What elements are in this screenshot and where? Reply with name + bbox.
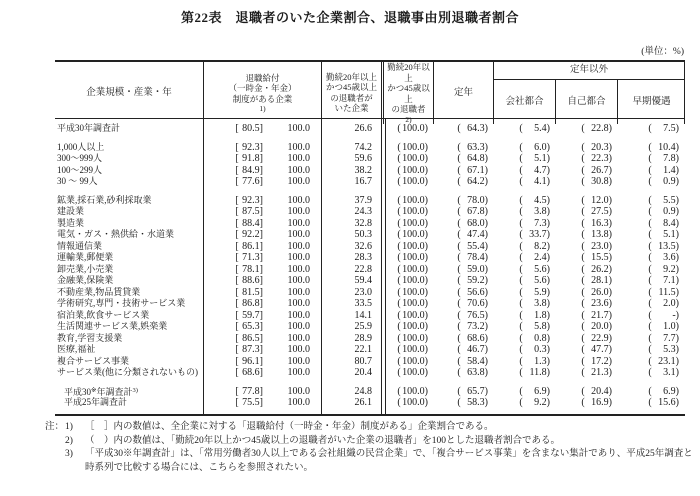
cell-teinen: ( 70.6 ) — [457, 298, 488, 310]
table-row — [55, 287, 685, 299]
row-label: 平成30※年調査計$^{3)}$ — [64, 386, 138, 397]
table-row — [55, 367, 685, 379]
cell-benefit-bracket: [ 81.5 ] — [235, 286, 263, 298]
cell-company-convenience: ( 0.8 ) — [519, 332, 550, 344]
cell-personal-reasons: ( 22.3 ) — [581, 153, 612, 165]
cell-early-retirement: ( 6.9 ) — [648, 385, 679, 397]
cell-teinen: ( 63.3 ) — [457, 141, 488, 153]
cell-company-convenience: ( 9.2 ) — [519, 397, 550, 409]
cell-teinen: ( 65.7 ) — [457, 385, 488, 397]
header-retirement-benefit-system: 退職給付 （一時金・年金） 制度がある企業 1) — [204, 62, 322, 124]
cell-early-retirement: ( 3.1 ) — [648, 367, 679, 379]
cell-early-retirement: ( 3.6 ) — [648, 252, 679, 264]
cell-teinen: ( 68.0 ) — [457, 217, 488, 229]
cell-personal-reasons: ( 15.5 ) — [581, 252, 612, 264]
cell-benefit-base: 100.0 — [287, 286, 310, 298]
header-group-other-than-mandatory — [494, 62, 685, 124]
table-row — [55, 310, 685, 322]
cell-benefit-bracket: [ 86.8 ] — [235, 298, 263, 310]
row-label: 運輸業,郵便業 — [57, 252, 114, 262]
cell-early-retirement: ( 7.7 ) — [648, 332, 679, 344]
cell-benefit-base: 100.0 — [287, 309, 310, 321]
cell-company-convenience: ( 1.3 ) — [519, 355, 550, 367]
cell-teinen: ( 67.8 ) — [457, 206, 488, 218]
cell-personal-reasons: ( 22.8 ) — [581, 123, 612, 135]
unit-label: (単位：%) — [641, 47, 684, 57]
table-row — [55, 321, 685, 333]
row-label: 電気・ガス・熱供給・水道業 — [57, 229, 175, 239]
cell-personal-reasons: ( 30.8 ) — [581, 176, 612, 188]
row-label: 卸売業,小売業 — [57, 263, 114, 274]
table-row — [55, 344, 685, 356]
cell-personal-reasons: ( 47.7 ) — [581, 344, 612, 356]
table-row — [55, 142, 685, 154]
cell-had-retirees: 24.3 — [354, 206, 372, 218]
cell-benefit-bracket: [ 75.5 ] — [235, 397, 263, 409]
cell-company-convenience: ( 3.8 ) — [519, 206, 550, 218]
cell-teinen: ( 55.4 ) — [457, 240, 488, 252]
cell-retirees-base: ( 100.0 ) — [397, 367, 428, 379]
cell-had-retirees: 26.1 — [354, 397, 372, 409]
cell-benefit-base: 100.0 — [287, 298, 310, 310]
cell-retirees-base: ( 100.0 ) — [397, 176, 428, 188]
cell-had-retirees: 74.2 — [354, 141, 372, 153]
row-label: 不動産業,物品賃貸業 — [57, 286, 141, 297]
cell-benefit-bracket: [ 68.6 ] — [235, 367, 263, 379]
cell-retirees-base: ( 100.0 ) — [397, 217, 428, 229]
cell-benefit-base: 100.0 — [287, 229, 310, 241]
cell-early-retirement: ( 23.1 ) — [648, 355, 679, 367]
cell-benefit-bracket: [ 71.3 ] — [235, 252, 263, 264]
cell-retirees-base: ( 100.0 ) — [397, 275, 428, 287]
cell-retirees-base: ( 100.0 ) — [397, 309, 428, 321]
cell-retirees-base: ( 100.0 ) — [397, 164, 428, 176]
cell-benefit-base: 100.0 — [287, 367, 310, 379]
cell-benefit-bracket: [ 77.8 ] — [235, 385, 263, 397]
cell-had-retirees: 23.0 — [354, 286, 372, 298]
table-row — [55, 165, 685, 177]
cell-retirees-base: ( 100.0 ) — [397, 194, 428, 206]
cell-company-convenience: ( 7.3 ) — [519, 217, 550, 229]
cell-early-retirement: ( 15.6 ) — [648, 397, 679, 409]
row-label: 教育,学習支援業 — [57, 332, 123, 343]
cell-early-retirement: ( 13.5 ) — [648, 240, 679, 252]
header-company-size-industry-year: 企業規模・産業・年 — [55, 62, 204, 124]
cell-company-convenience: ( 2.4 ) — [519, 252, 550, 264]
row-label: 1,000人以上 — [57, 141, 105, 152]
cell-teinen: ( 63.8 ) — [457, 367, 488, 379]
cell-retirees-base: ( 100.0 ) — [397, 240, 428, 252]
cell-benefit-bracket: [ 96.1 ] — [235, 355, 263, 367]
cell-personal-reasons: ( 20.0 ) — [581, 321, 612, 333]
cell-had-retirees: 33.5 — [354, 298, 372, 310]
cell-benefit-bracket: [ 92.3 ] — [235, 194, 263, 206]
header-companies-with-retirees: 勤続20年以上 かつ45歳以上 の退職者が いた企業 — [322, 62, 384, 124]
cell-personal-reasons: ( 16.3 ) — [581, 217, 612, 229]
cell-teinen: ( 78.4 ) — [457, 252, 488, 264]
cell-had-retirees: 59.4 — [354, 275, 372, 287]
cell-had-retirees: 37.9 — [354, 194, 372, 206]
cell-had-retirees: 38.2 — [354, 164, 372, 176]
row-group-gap — [55, 135, 685, 142]
cell-teinen: ( 58.3 ) — [457, 397, 488, 409]
cell-had-retirees: 28.9 — [354, 332, 372, 344]
cell-benefit-base: 100.0 — [287, 153, 310, 165]
cell-early-retirement: ( 10.4 ) — [648, 141, 679, 153]
cell-teinen: ( 47.4 ) — [457, 229, 488, 241]
table-row — [55, 123, 685, 135]
header-company-convenience: 会社都合 — [494, 80, 556, 124]
row-label: 30 ～ 99人 — [57, 176, 98, 186]
cell-benefit-bracket: [ 77.6 ] — [235, 176, 263, 188]
cell-retirees-base: ( 100.0 ) — [397, 252, 428, 264]
cell-benefit-base: 100.0 — [287, 123, 310, 135]
row-label: 鉱業,採石業,砂利採取業 — [57, 194, 152, 205]
cell-benefit-base: 100.0 — [287, 217, 310, 229]
cell-teinen: ( 64.3 ) — [457, 123, 488, 135]
cell-benefit-bracket: [ 88.6 ] — [235, 275, 263, 287]
cell-benefit-base: 100.0 — [287, 355, 310, 367]
cell-benefit-bracket: [ 78.1 ] — [235, 263, 263, 275]
cell-early-retirement: ( 9.2 ) — [648, 263, 679, 275]
footnote-text: 「平成30※年調査計」は、「常用労働者30人以上である会社組織の民営企業」で、「複合サービス事業」を含まない集計であり、平成25年調査と時系列で比較する場合には、こちらを参照されたい。 — [85, 449, 693, 473]
cell-benefit-bracket: [ 84.9 ] — [235, 164, 263, 176]
footnote-number: 1) — [65, 422, 73, 432]
cell-had-retirees: 32.6 — [354, 240, 372, 252]
cell-teinen: ( 68.6 ) — [457, 332, 488, 344]
cell-retirees-base: ( 100.0 ) — [397, 385, 428, 397]
cell-benefit-bracket: [ 80.5 ] — [235, 123, 263, 135]
table-row — [55, 397, 685, 409]
cell-early-retirement: ( 5.3 ) — [648, 344, 679, 356]
cell-early-retirement: ( 5.1 ) — [648, 229, 679, 241]
cell-had-retirees: 16.7 — [354, 176, 372, 188]
footnote-text: ［ ］内の数値は、全企業に対する「退職給付（一時金・年金）制度がある」企業割合である。 — [85, 422, 494, 432]
cell-company-convenience: ( 6.9 ) — [519, 385, 550, 397]
cell-early-retirement: ( 7.5 ) — [648, 123, 679, 135]
cell-benefit-base: 100.0 — [287, 164, 310, 176]
table-row — [55, 153, 685, 165]
cell-benefit-bracket: [ 65.3 ] — [235, 321, 263, 333]
cell-retirees-base: ( 100.0 ) — [397, 332, 428, 344]
cell-personal-reasons: ( 13.8 ) — [581, 229, 612, 241]
table-row — [55, 275, 685, 287]
cell-personal-reasons: ( 20.3 ) — [581, 141, 612, 153]
cell-retirees-base: ( 100.0 ) — [397, 321, 428, 333]
cell-benefit-base: 100.0 — [287, 344, 310, 356]
cell-teinen: ( 56.6 ) — [457, 286, 488, 298]
cell-teinen: ( 67.1 ) — [457, 164, 488, 176]
cell-early-retirement: ( 11.5 ) — [648, 286, 679, 298]
cell-retirees-base: ( 100.0 ) — [397, 229, 428, 241]
cell-retirees-base: ( 100.0 ) — [397, 263, 428, 275]
cell-benefit-bracket: [ 86.1 ] — [235, 240, 263, 252]
cell-company-convenience: ( 4.5 ) — [519, 194, 550, 206]
cell-benefit-bracket: [ 92.2 ] — [235, 229, 263, 241]
cell-personal-reasons: ( 26.7 ) — [581, 164, 612, 176]
cell-had-retirees: 20.4 — [354, 367, 372, 379]
cell-company-convenience: ( 33.7 ) — [519, 229, 550, 241]
table-row — [55, 333, 685, 345]
cell-benefit-base: 100.0 — [287, 194, 310, 206]
cell-personal-reasons: ( 28.1 ) — [581, 275, 612, 287]
cell-company-convenience: ( 3.8 ) — [519, 298, 550, 310]
cell-personal-reasons: ( 12.0 ) — [581, 194, 612, 206]
cell-benefit-bracket: [ 86.5 ] — [235, 332, 263, 344]
row-group-gap — [55, 188, 685, 195]
cell-had-retirees: 50.3 — [354, 229, 372, 241]
cell-benefit-base: 100.0 — [287, 332, 310, 344]
row-label: 製造業 — [57, 217, 85, 228]
cell-company-convenience: ( 4.7 ) — [519, 164, 550, 176]
cell-company-convenience: ( 5.6 ) — [519, 263, 550, 275]
cell-early-retirement: ( 7.1 ) — [648, 275, 679, 287]
cell-benefit-base: 100.0 — [287, 141, 310, 153]
cell-benefit-base: 100.0 — [287, 206, 310, 218]
header-retirees-base: 勤続20年以上 かつ45歳以上 の退職者 2) — [384, 62, 434, 124]
row-label: 医療,福祉 — [57, 344, 96, 354]
cell-teinen: ( 64.8 ) — [457, 153, 488, 165]
cell-benefit-base: 100.0 — [287, 321, 310, 333]
cell-early-retirement: ( 1.4 ) — [648, 164, 679, 176]
cell-personal-reasons: ( 20.4 ) — [581, 385, 612, 397]
cell-early-retirement: ( 0.9 ) — [648, 176, 679, 188]
footnote-2 — [45, 435, 693, 449]
cell-retirees-base: ( 100.0 ) — [397, 355, 428, 367]
table-body — [55, 119, 685, 414]
cell-early-retirement: ( 7.8 ) — [648, 153, 679, 165]
table-vertical-rule — [203, 119, 204, 414]
cell-benefit-base: 100.0 — [287, 263, 310, 275]
cell-teinen: ( 59.0 ) — [457, 263, 488, 275]
cell-benefit-base: 100.0 — [287, 385, 310, 397]
cell-benefit-bracket: [ 91.8 ] — [235, 153, 263, 165]
cell-teinen: ( 76.5 ) — [457, 309, 488, 321]
cell-company-convenience: ( 0.3 ) — [519, 344, 550, 356]
cell-company-convenience: ( 5.6 ) — [519, 275, 550, 287]
header-personal-reasons: 自己都合 — [556, 80, 618, 124]
row-label: 情報通信業 — [57, 240, 103, 251]
table-vertical-rule — [321, 119, 322, 414]
cell-retirees-base: ( 100.0 ) — [397, 286, 428, 298]
row-label: 100～299人 — [57, 164, 103, 175]
cell-retirees-base: ( 100.0 ) — [397, 397, 428, 409]
cell-had-retirees: 22.8 — [354, 263, 372, 275]
cell-personal-reasons: ( 23.0 ) — [581, 240, 612, 252]
table-row — [55, 264, 685, 276]
page-title: 第22表 退職者のいた企業割合、退職事由別退職者割合 — [180, 10, 519, 25]
cell-had-retirees: 22.1 — [354, 344, 372, 356]
cell-company-convenience: ( 5.1 ) — [519, 153, 550, 165]
table-row — [55, 386, 685, 398]
cell-had-retirees: 25.9 — [354, 321, 372, 333]
cell-benefit-base: 100.0 — [287, 240, 310, 252]
cell-retirees-base: ( 100.0 ) — [397, 298, 428, 310]
row-label: 平成30年調査計 — [57, 123, 121, 133]
cell-personal-reasons: ( 27.5 ) — [581, 206, 612, 218]
cell-personal-reasons: ( 21.3 ) — [581, 367, 612, 379]
cell-retirees-base: ( 100.0 ) — [397, 123, 428, 135]
footnote-1 — [45, 421, 693, 435]
cell-benefit-bracket: [ 92.3 ] — [235, 141, 263, 153]
row-label: 宿泊業,飲食サービス業 — [57, 309, 150, 320]
footnote-text: （ ）内の数値は、「勤続20年以上かつ45歳以上の退職者がいた企業の退職者」を100とした退職者割合である。 — [85, 435, 561, 446]
cell-had-retirees: 24.8 — [354, 385, 372, 397]
cell-benefit-base: 100.0 — [287, 176, 310, 188]
table-row — [55, 206, 685, 218]
cell-had-retirees: 32.8 — [354, 217, 372, 229]
table-row — [55, 229, 685, 241]
cell-teinen: ( 73.2 ) — [457, 321, 488, 333]
cell-retirees-base: ( 100.0 ) — [397, 153, 428, 165]
table-double-rule — [381, 119, 386, 414]
row-label: 平成25年調査計 — [64, 397, 128, 407]
cell-teinen: ( 46.7 ) — [457, 344, 488, 356]
cell-benefit-bracket: [ 87.5 ] — [235, 206, 263, 218]
table-row — [55, 252, 685, 264]
cell-benefit-bracket: [ 59.7 ] — [235, 309, 263, 321]
statistics-table — [55, 60, 685, 416]
header-other-than-mandatory-label: 定年以外 — [494, 62, 684, 80]
cell-benefit-base: 100.0 — [287, 252, 310, 264]
cell-benefit-bracket: [ 87.3 ] — [235, 344, 263, 356]
cell-retirees-base: ( 100.0 ) — [397, 206, 428, 218]
cell-early-retirement: ( 0.9 ) — [648, 206, 679, 218]
table-row — [55, 356, 685, 368]
cell-early-retirement: ( - ) — [648, 309, 679, 321]
cell-retirees-base: ( 100.0 ) — [397, 344, 428, 356]
cell-personal-reasons: ( 16.9 ) — [581, 397, 612, 409]
row-label: 複合サービス事業 — [57, 355, 130, 366]
table-row — [55, 298, 685, 310]
cell-retirees-base: ( 100.0 ) — [397, 141, 428, 153]
header-mandatory-retirement: 定年 — [434, 62, 494, 124]
footnote-number: 2) — [65, 435, 73, 446]
row-label: 生活関連サービス業,娯楽業 — [57, 321, 168, 331]
cell-early-retirement: ( 2.0 ) — [648, 298, 679, 310]
cell-teinen: ( 59.2 ) — [457, 275, 488, 287]
cell-company-convenience: ( 5.4 ) — [519, 123, 550, 135]
cell-company-convenience: ( 1.8 ) — [519, 309, 550, 321]
cell-personal-reasons: ( 22.9 ) — [581, 332, 612, 344]
cell-company-convenience: ( 11.8 ) — [519, 367, 550, 379]
row-label: 金融業,保険業 — [57, 275, 114, 285]
cell-early-retirement: ( 1.0 ) — [648, 321, 679, 333]
cell-had-retirees: 26.6 — [354, 123, 372, 135]
cell-company-convenience: ( 4.1 ) — [519, 176, 550, 188]
cell-had-retirees: 59.6 — [354, 153, 372, 165]
cell-personal-reasons: ( 21.7 ) — [581, 309, 612, 321]
row-label: 建設業 — [57, 206, 85, 216]
cell-early-retirement: ( 5.5 ) — [648, 194, 679, 206]
cell-personal-reasons: ( 17.2 ) — [581, 355, 612, 367]
cell-personal-reasons: ( 23.6 ) — [581, 298, 612, 310]
table-header — [55, 62, 685, 124]
footnote-3 — [45, 448, 693, 475]
row-label: 学術研究,専門・技術サービス業 — [57, 298, 186, 308]
cell-teinen: ( 58.4 ) — [457, 355, 488, 367]
table-row — [55, 218, 685, 230]
cell-had-retirees: 28.3 — [354, 252, 372, 264]
cell-benefit-bracket: [ 88.4 ] — [235, 217, 263, 229]
cell-company-convenience: ( 8.2 ) — [519, 240, 550, 252]
header-early-retirement: 早期優遇 — [632, 96, 671, 107]
footnote-number: 3) — [65, 449, 73, 459]
cell-had-retirees: 80.7 — [354, 355, 372, 367]
cell-early-retirement: ( 8.4 ) — [648, 217, 679, 229]
cell-company-convenience: ( 5.8 ) — [519, 321, 550, 333]
table-row — [55, 176, 685, 188]
footnote-prefix: 注： — [45, 422, 65, 432]
cell-teinen: ( 64.2 ) — [457, 176, 488, 188]
row-label: 300～999人 — [57, 153, 103, 163]
cell-had-retirees: 14.1 — [354, 309, 372, 321]
cell-company-convenience: ( 6.0 ) — [519, 141, 550, 153]
cell-personal-reasons: ( 26.0 ) — [581, 286, 612, 298]
cell-company-convenience: ( 5.9 ) — [519, 286, 550, 298]
row-label: サービス業(他に分類されないもの) — [57, 367, 198, 377]
cell-benefit-base: 100.0 — [287, 275, 310, 287]
cell-teinen: ( 78.0 ) — [457, 194, 488, 206]
cell-benefit-base: 100.0 — [287, 397, 310, 409]
footnotes — [45, 421, 693, 475]
table-row — [55, 195, 685, 207]
table-row — [55, 241, 685, 253]
cell-personal-reasons: ( 26.2 ) — [581, 263, 612, 275]
